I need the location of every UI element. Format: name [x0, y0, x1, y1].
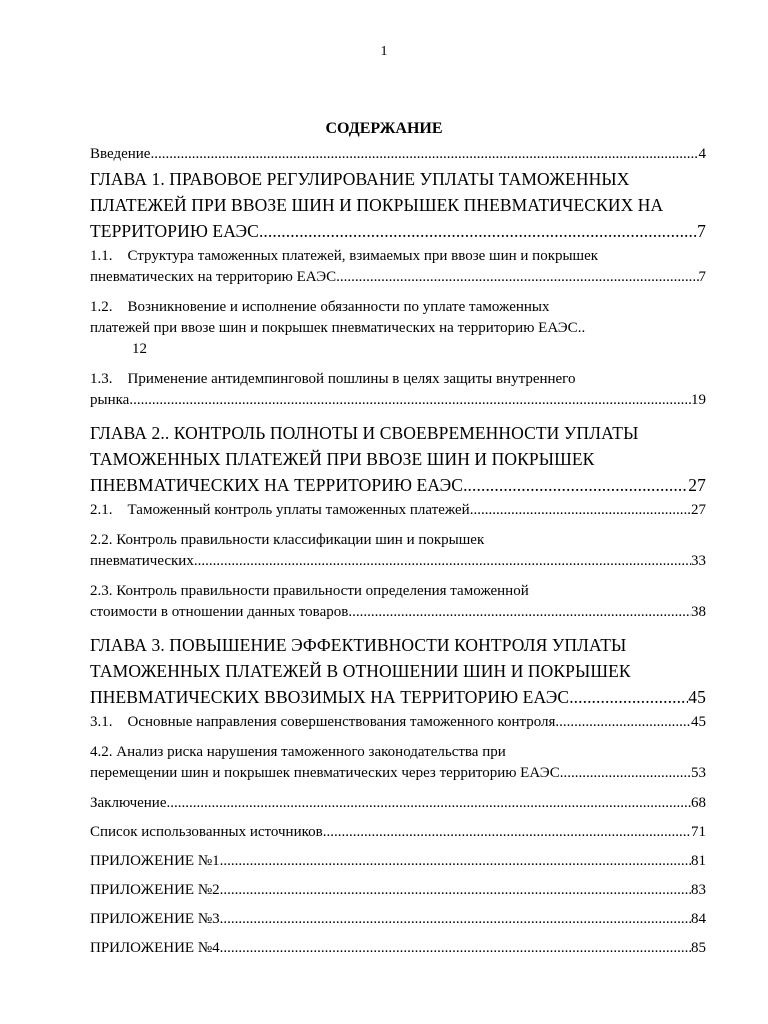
- toc-entry-text: 2.2. Контроль правильности классификации шин и покрышек: [90, 532, 485, 548]
- dot-leader: [323, 822, 691, 843]
- toc-page-number: 68: [691, 795, 706, 811]
- toc-entry-text: Заключение: [90, 795, 167, 811]
- toc-entry-text: Введение: [90, 146, 151, 162]
- toc-page-number: 7: [697, 221, 706, 241]
- dot-leader: [220, 851, 691, 872]
- dot-leader: [470, 500, 691, 521]
- toc-page-number: 45: [691, 714, 706, 730]
- toc-entry-text: 1.3. Применение антидемпинговой пошлины в целях защиты внутреннего: [90, 371, 576, 387]
- toc-entry-text: перемещении шин и покрышек пневматических через территорию ЕАЭС: [90, 765, 560, 781]
- dot-leader: [220, 938, 691, 959]
- toc-entry-text: ПЛАТЕЖЕЙ ПРИ ВВОЗЕ ШИН И ПОКРЫШЕК ПНЕВМАТИЧЕСКИХ НА: [90, 195, 664, 215]
- dot-leader: [167, 793, 692, 814]
- toc-entry-section-3-1[interactable]: [90, 712, 706, 733]
- toc-entry-text: 2.3. Контроль правильности правильности определения таможенной: [90, 583, 529, 599]
- dot-leader: [220, 909, 691, 930]
- toc-entry-text: ПРИЛОЖЕНИЕ №1: [90, 853, 220, 869]
- toc-page-number: 33: [691, 553, 706, 569]
- toc-entry-section-4-2[interactable]: [90, 742, 706, 784]
- toc-entry-text: ПРИЛОЖЕНИЕ №4: [90, 940, 220, 956]
- toc-entry-section-1-2[interactable]: [90, 297, 706, 360]
- toc-entry-text: ГЛАВА 1. ПРАВОВОЕ РЕГУЛИРОВАНИЕ УПЛАТЫ ТАМОЖЕННЫХ: [90, 169, 630, 189]
- dot-leader: [194, 551, 691, 572]
- dot-leader: [129, 390, 691, 411]
- toc-entry-text: 1.2. Возникновение и исполнение обязанности по уплате таможенных: [90, 299, 550, 315]
- dot-leader: [463, 472, 688, 498]
- toc-page-number: 53: [691, 765, 706, 781]
- toc-page-number: 45: [688, 687, 706, 707]
- toc-entry-text: 3.1. Основные направления совершенствования таможенного контроля: [90, 714, 556, 730]
- toc-entry-section-2-2[interactable]: [90, 530, 706, 572]
- dot-leader: [560, 763, 691, 784]
- toc-page-number: 83: [691, 882, 706, 898]
- dot-leader: [348, 602, 691, 623]
- toc-entry-text: Список использованных источников: [90, 824, 323, 840]
- toc-page-number: 81: [691, 853, 706, 869]
- toc-entry-text: ТЕРРИТОРИЮ ЕАЭС: [90, 221, 259, 241]
- dot-leader: [569, 684, 688, 710]
- dot-leader: [555, 712, 691, 733]
- toc-entry-text: пневматических: [90, 553, 194, 569]
- toc-entry-text: ПНЕВМАТИЧЕСКИХ ВВОЗИМЫХ НА ТЕРРИТОРИЮ ЕАЭС: [90, 687, 570, 707]
- toc-page-number: 27: [688, 475, 706, 495]
- toc-entry-section-1-3[interactable]: [90, 369, 706, 411]
- toc-entry-text: ТАМОЖЕННЫХ ПЛАТЕЖЕЙ В ОТНОШЕНИИ ШИН И ПОКРЫШЕК: [90, 661, 631, 681]
- toc-entry-text: ГЛАВА 3. ПОВЫШЕНИЕ ЭФФЕКТИВНОСТИ КОНТРОЛЯ УПЛАТЫ: [90, 635, 627, 655]
- toc-entry-chapter-3[interactable]: [90, 632, 706, 710]
- toc-entry-section-1-1[interactable]: [90, 246, 706, 288]
- toc-page-number: 71: [691, 824, 706, 840]
- dot-leader: [336, 267, 698, 288]
- toc-entry-appendix-3[interactable]: [90, 909, 706, 930]
- toc-page-number: 84: [691, 911, 706, 927]
- toc-entry-section-2-1[interactable]: [90, 500, 706, 521]
- toc-entry-conclusion[interactable]: [90, 793, 706, 814]
- toc-entry-appendix-4[interactable]: [90, 938, 706, 959]
- toc-entry-text: 2.1. Таможенный контроль уплаты таможенных платежей: [90, 502, 470, 518]
- toc-page-number: 12: [132, 341, 147, 357]
- toc-page-number: 27: [691, 502, 706, 518]
- toc-entry-text: ПРИЛОЖЕНИЕ №2: [90, 882, 220, 898]
- toc-entry-text: 1.1. Структура таможенных платежей, взимаемых при ввозе шин и покрышек: [90, 248, 599, 264]
- toc-page-number: 85: [691, 940, 706, 956]
- toc-entry-text: рынка: [90, 392, 130, 408]
- toc-page-number: 38: [691, 604, 706, 620]
- toc-entry-chapter-1[interactable]: [90, 166, 706, 244]
- toc-entry-text: ПНЕВМАТИЧЕСКИХ НА ТЕРРИТОРИЮ ЕАЭС: [90, 475, 464, 495]
- toc-page-number: 19: [691, 392, 706, 408]
- toc-entry-text: пневматических на территорию ЕАЭС: [90, 269, 337, 285]
- page-number: 1: [380, 44, 388, 59]
- toc-entry-text: 4.2. Анализ риска нарушения таможенного законодательства при: [90, 744, 506, 760]
- toc-entry-appendix-1[interactable]: [90, 851, 706, 872]
- toc-page-number: 4: [698, 146, 706, 162]
- toc-entry-text: стоимости в отношении данных товаров: [90, 604, 349, 620]
- toc-entry-text: ТАМОЖЕННЫХ ПЛАТЕЖЕЙ ПРИ ВВОЗЕ ШИН И ПОКРЫШЕК: [90, 449, 595, 469]
- toc-entry-text: ПРИЛОЖЕНИЕ №3: [90, 911, 220, 927]
- dot-leader: [220, 880, 691, 901]
- toc-entry-references[interactable]: [90, 822, 706, 843]
- toc-entry-chapter-2[interactable]: [90, 420, 706, 498]
- toc-entry-introduction[interactable]: [90, 144, 706, 164]
- table-of-contents: [90, 144, 706, 967]
- dot-leader: [150, 144, 698, 164]
- toc-page-number: 7: [698, 269, 706, 285]
- toc-entry-appendix-2[interactable]: [90, 880, 706, 901]
- toc-entry-text: ГЛАВА 2.. КОНТРОЛЬ ПОЛНОТЫ И СВОЕВРЕМЕННОСТИ УПЛАТЫ: [90, 423, 639, 443]
- toc-entry-section-2-3[interactable]: [90, 581, 706, 623]
- dot-leader: [259, 218, 697, 244]
- toc-entry-text: платежей при ввозе шин и покрышек пневматических на территорию ЕАЭС..: [90, 320, 586, 336]
- toc-title: СОДЕРЖАНИЕ: [325, 120, 443, 137]
